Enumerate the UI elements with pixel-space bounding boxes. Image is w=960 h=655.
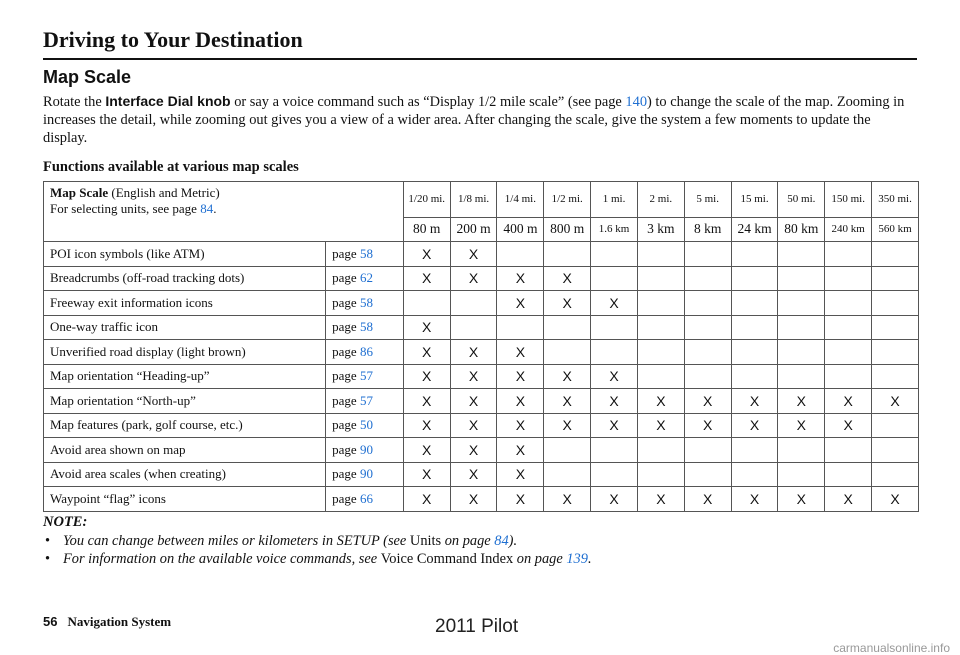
scale-mark-cell: X bbox=[591, 487, 638, 512]
intro-text-3: ) to change the scale of the map. Zooming in increases the detail, while zooming out gives you a view of a wider area. After changing the scale, give the system a few moments to update the display. bbox=[43, 94, 905, 146]
scale-mark-cell bbox=[591, 438, 638, 463]
map-scale-label-note: (English and Metric) bbox=[108, 185, 220, 200]
scale-mark-cell: X bbox=[403, 315, 450, 340]
page-prefix: page bbox=[332, 490, 360, 506]
scale-mark-cell bbox=[450, 315, 497, 340]
scale-mark-cell bbox=[731, 291, 778, 316]
scale-mark-cell: X bbox=[497, 438, 544, 463]
scale-mark-cell bbox=[684, 242, 731, 267]
feature-cell: Breadcrumbs (off-road tracking dots) bbox=[44, 266, 326, 291]
note-2-voice-index-ref: Voice Command Index bbox=[380, 551, 514, 567]
scale-mark-cell bbox=[731, 438, 778, 463]
page-prefix: page bbox=[332, 368, 360, 384]
scale-mark-cell bbox=[684, 315, 731, 340]
scale-mark-cell bbox=[637, 438, 684, 463]
page-ref-cell bbox=[326, 487, 404, 512]
table-row bbox=[44, 340, 919, 365]
english-scale-cell: 1/4 mi. bbox=[497, 182, 544, 218]
scale-mark-cell bbox=[778, 266, 825, 291]
english-scale-cell: 15 mi. bbox=[731, 182, 778, 218]
scale-mark-cell: X bbox=[497, 364, 544, 389]
scale-mark-cell bbox=[684, 266, 731, 291]
scale-mark-cell bbox=[825, 340, 872, 365]
metric-scale-cell: 240 km bbox=[825, 217, 872, 242]
metric-scale-cell: 24 km bbox=[731, 217, 778, 242]
scale-mark-cell: X bbox=[450, 438, 497, 463]
english-scale-cell: 2 mi. bbox=[637, 182, 684, 218]
scale-mark-cell bbox=[872, 413, 919, 438]
scale-mark-cell: X bbox=[684, 413, 731, 438]
scale-mark-cell bbox=[544, 340, 591, 365]
page-link[interactable]: 62 bbox=[359, 270, 373, 286]
scale-mark-cell: X bbox=[403, 413, 450, 438]
scale-mark-cell bbox=[637, 364, 684, 389]
scale-mark-cell bbox=[731, 340, 778, 365]
scale-mark-cell: X bbox=[450, 364, 497, 389]
feature-cell: Avoid area shown on map bbox=[44, 438, 326, 463]
scale-mark-cell bbox=[637, 340, 684, 365]
scale-mark-cell bbox=[778, 291, 825, 316]
map-scale-table bbox=[43, 181, 919, 512]
scale-mark-cell bbox=[450, 291, 497, 316]
scale-mark-cell bbox=[825, 315, 872, 340]
scale-mark-cell: X bbox=[872, 487, 919, 512]
scale-mark-cell: X bbox=[544, 389, 591, 414]
page-link[interactable]: 90 bbox=[359, 466, 373, 482]
page-link-84[interactable]: 84 bbox=[200, 201, 214, 216]
english-scale-cell: 150 mi. bbox=[825, 182, 872, 218]
scale-mark-cell bbox=[825, 462, 872, 487]
table-row bbox=[44, 413, 919, 438]
scale-mark-cell bbox=[778, 242, 825, 267]
scale-mark-cell bbox=[684, 291, 731, 316]
scale-mark-cell bbox=[825, 438, 872, 463]
feature-cell: Unverified road display (light brown) bbox=[44, 340, 326, 365]
scale-mark-cell bbox=[778, 364, 825, 389]
scale-mark-cell: X bbox=[450, 389, 497, 414]
page-footer bbox=[43, 614, 171, 630]
page-ref-cell bbox=[326, 266, 404, 291]
scale-mark-cell bbox=[872, 340, 919, 365]
page-ref-cell bbox=[326, 291, 404, 316]
table-row bbox=[44, 242, 919, 267]
metric-scale-row bbox=[44, 217, 919, 242]
scale-mark-cell bbox=[731, 242, 778, 267]
scale-mark-cell: X bbox=[497, 389, 544, 414]
scale-mark-cell bbox=[684, 340, 731, 365]
metric-scale-cell: 3 km bbox=[637, 217, 684, 242]
scale-mark-cell bbox=[872, 291, 919, 316]
page-link[interactable]: 58 bbox=[359, 245, 373, 261]
page-prefix: page bbox=[332, 417, 360, 433]
scale-mark-cell bbox=[778, 340, 825, 365]
scale-mark-cell bbox=[591, 242, 638, 267]
table-row bbox=[44, 266, 919, 291]
scale-mark-cell: X bbox=[450, 413, 497, 438]
metric-scale-cell: 1.6 km bbox=[591, 217, 638, 242]
interface-dial-knob-label: Interface Dial knob bbox=[105, 93, 231, 109]
scale-mark-cell bbox=[872, 266, 919, 291]
page-link[interactable]: 58 bbox=[359, 319, 373, 335]
scale-mark-cell bbox=[825, 242, 872, 267]
feature-cell: Waypoint “flag” icons bbox=[44, 487, 326, 512]
watermark-title: 2011 Pilot bbox=[435, 616, 519, 637]
scale-mark-cell bbox=[684, 364, 731, 389]
metric-scale-cell: 400 m bbox=[497, 217, 544, 242]
note-2-text-a: For information on the available voice commands, see bbox=[63, 551, 381, 567]
scale-mark-cell bbox=[731, 315, 778, 340]
scale-mark-cell: X bbox=[825, 389, 872, 414]
scale-mark-cell bbox=[591, 462, 638, 487]
metric-scale-cell: 80 km bbox=[778, 217, 825, 242]
page-prefix: page bbox=[332, 441, 360, 457]
page-link[interactable]: 57 bbox=[359, 368, 373, 384]
feature-cell: Map orientation “Heading-up” bbox=[44, 364, 326, 389]
scale-mark-cell: X bbox=[825, 413, 872, 438]
feature-cell: Avoid area scales (when creating) bbox=[44, 462, 326, 487]
scale-mark-cell bbox=[684, 462, 731, 487]
page-prefix: page bbox=[332, 319, 360, 335]
table-row bbox=[44, 291, 919, 316]
scale-mark-cell: X bbox=[403, 438, 450, 463]
map-scale-table-body bbox=[44, 182, 919, 512]
scale-mark-cell bbox=[731, 266, 778, 291]
scale-mark-cell: X bbox=[637, 487, 684, 512]
note-item-units bbox=[43, 532, 592, 550]
page-ref-cell bbox=[326, 389, 404, 414]
page-link-84-note[interactable]: 84 bbox=[494, 533, 509, 549]
scale-mark-cell: X bbox=[731, 413, 778, 438]
notes-list bbox=[43, 532, 592, 568]
scale-mark-cell: X bbox=[497, 413, 544, 438]
scale-mark-cell bbox=[778, 462, 825, 487]
scale-mark-cell: X bbox=[544, 413, 591, 438]
scale-mark-cell bbox=[544, 438, 591, 463]
header-rule bbox=[43, 58, 917, 60]
scale-mark-cell: X bbox=[497, 462, 544, 487]
intro-text-1: Rotate the bbox=[43, 94, 106, 110]
page-number: 56 bbox=[43, 614, 58, 629]
english-scale-cell: 1/20 mi. bbox=[403, 182, 450, 218]
english-scale-cell: 1/2 mi. bbox=[544, 182, 591, 218]
feature-cell: Map orientation “North-up” bbox=[44, 389, 326, 414]
note-1-text-c: on page bbox=[441, 533, 495, 549]
page-ref-cell bbox=[326, 462, 404, 487]
scale-mark-cell bbox=[684, 438, 731, 463]
scale-mark-cell bbox=[591, 266, 638, 291]
page-ref-cell bbox=[326, 413, 404, 438]
page-link-140[interactable]: 140 bbox=[625, 94, 648, 110]
english-scale-cell: 350 mi. bbox=[872, 182, 919, 218]
metric-scale-cell: 80 m bbox=[403, 217, 450, 242]
scale-mark-cell: X bbox=[450, 242, 497, 267]
scale-mark-cell: X bbox=[778, 389, 825, 414]
table-row bbox=[44, 438, 919, 463]
scale-mark-cell bbox=[497, 315, 544, 340]
scale-mark-cell bbox=[591, 340, 638, 365]
scale-mark-cell: X bbox=[450, 462, 497, 487]
page-prefix: page bbox=[332, 392, 360, 408]
units-text: For selecting units, see page bbox=[50, 201, 201, 216]
metric-scale-cell: 560 km bbox=[872, 217, 919, 242]
metric-scale-cell: 200 m bbox=[450, 217, 497, 242]
scale-mark-cell: X bbox=[591, 389, 638, 414]
scale-mark-cell: X bbox=[778, 413, 825, 438]
page-ref-cell bbox=[326, 340, 404, 365]
scale-mark-cell: X bbox=[403, 364, 450, 389]
page-prefix: page bbox=[332, 466, 360, 482]
english-scale-cell: 1 mi. bbox=[591, 182, 638, 218]
scale-mark-cell: X bbox=[731, 487, 778, 512]
page-ref-cell bbox=[326, 364, 404, 389]
scale-mark-cell: X bbox=[731, 389, 778, 414]
scale-mark-cell bbox=[872, 364, 919, 389]
scale-mark-cell: X bbox=[497, 291, 544, 316]
page-ref-cell bbox=[326, 315, 404, 340]
page-link[interactable]: 50 bbox=[359, 417, 373, 433]
note-2-text-d: . bbox=[587, 551, 592, 567]
scale-mark-cell: X bbox=[403, 462, 450, 487]
scale-mark-cell: X bbox=[872, 389, 919, 414]
scale-mark-cell: X bbox=[544, 487, 591, 512]
scale-mark-cell: X bbox=[403, 266, 450, 291]
scale-mark-cell bbox=[637, 266, 684, 291]
page-prefix: page bbox=[332, 245, 360, 261]
scale-mark-cell: X bbox=[637, 389, 684, 414]
scale-mark-cell bbox=[591, 315, 638, 340]
scale-mark-cell: X bbox=[778, 487, 825, 512]
page-header-title: Driving to Your Destination bbox=[43, 27, 303, 52]
scale-mark-cell: X bbox=[450, 266, 497, 291]
scale-mark-cell bbox=[825, 364, 872, 389]
scale-mark-cell bbox=[544, 315, 591, 340]
scale-mark-cell: X bbox=[684, 389, 731, 414]
page-link[interactable]: 90 bbox=[359, 441, 373, 457]
scale-mark-cell bbox=[872, 462, 919, 487]
scale-mark-cell bbox=[637, 242, 684, 267]
table-row bbox=[44, 487, 919, 512]
page-prefix: page bbox=[332, 343, 360, 359]
page-ref-cell bbox=[326, 438, 404, 463]
scale-mark-cell: X bbox=[591, 364, 638, 389]
scale-mark-cell: X bbox=[591, 291, 638, 316]
english-scale-cell: 1/8 mi. bbox=[450, 182, 497, 218]
page-prefix: page bbox=[332, 294, 360, 310]
units-period: . bbox=[213, 201, 217, 216]
scale-mark-cell: X bbox=[403, 242, 450, 267]
scale-mark-cell bbox=[637, 315, 684, 340]
page-link-139[interactable]: 139 bbox=[566, 551, 588, 567]
note-item-voice bbox=[43, 550, 592, 568]
table-row bbox=[44, 364, 919, 389]
section-title: Map Scale bbox=[43, 67, 132, 87]
scale-mark-cell: X bbox=[497, 340, 544, 365]
scale-mark-cell bbox=[872, 315, 919, 340]
scale-mark-cell: X bbox=[544, 266, 591, 291]
table-row bbox=[44, 315, 919, 340]
scale-mark-cell bbox=[637, 462, 684, 487]
page-link[interactable]: 58 bbox=[359, 294, 373, 310]
scale-mark-cell bbox=[778, 438, 825, 463]
scale-mark-cell: X bbox=[497, 266, 544, 291]
page-link[interactable]: 57 bbox=[359, 392, 373, 408]
note-1-text-d: ). bbox=[508, 533, 518, 549]
page-ref-cell bbox=[326, 242, 404, 267]
scale-mark-cell: X bbox=[591, 413, 638, 438]
scale-mark-cell bbox=[825, 291, 872, 316]
feature-cell: One-way traffic icon bbox=[44, 315, 326, 340]
map-scale-label: Map Scale bbox=[50, 185, 109, 200]
scale-mark-cell: X bbox=[403, 487, 450, 512]
page-link[interactable]: 66 bbox=[359, 490, 373, 506]
scale-mark-cell: X bbox=[544, 291, 591, 316]
map-scale-header-cell bbox=[44, 182, 404, 218]
note-1-units-ref: Units bbox=[409, 533, 442, 549]
scale-mark-cell: X bbox=[403, 389, 450, 414]
intro-text-2: or say a voice command such as “Display 1/2 mile scale” (see page bbox=[230, 94, 626, 110]
scale-mark-cell bbox=[872, 438, 919, 463]
note-1-text-a: You can change between miles or kilometers in SETUP (see bbox=[63, 533, 410, 549]
watermark-site: carmanualsonline.info bbox=[833, 641, 950, 655]
english-scale-cell: 50 mi. bbox=[778, 182, 825, 218]
table-title: Functions available at various map scales bbox=[43, 159, 299, 175]
page-link[interactable]: 86 bbox=[359, 343, 373, 359]
scale-mark-cell: X bbox=[403, 340, 450, 365]
scale-mark-cell bbox=[731, 364, 778, 389]
footer-label: Navigation System bbox=[67, 614, 172, 629]
scale-mark-cell bbox=[497, 242, 544, 267]
scale-mark-cell: X bbox=[684, 487, 731, 512]
note-2-text-c: on page bbox=[513, 551, 567, 567]
scale-mark-cell bbox=[872, 242, 919, 267]
english-scale-row bbox=[44, 182, 919, 218]
table-row bbox=[44, 389, 919, 414]
scale-mark-cell bbox=[544, 462, 591, 487]
scale-mark-cell: X bbox=[637, 413, 684, 438]
feature-cell: Map features (park, golf course, etc.) bbox=[44, 413, 326, 438]
table-row bbox=[44, 462, 919, 487]
metric-scale-cell: 8 km bbox=[684, 217, 731, 242]
scale-mark-cell bbox=[731, 462, 778, 487]
scale-mark-cell bbox=[637, 291, 684, 316]
english-scale-cell: 5 mi. bbox=[684, 182, 731, 218]
scale-mark-cell bbox=[825, 266, 872, 291]
intro-paragraph bbox=[43, 92, 917, 147]
scale-mark-cell bbox=[544, 242, 591, 267]
feature-cell: POI icon symbols (like ATM) bbox=[44, 242, 326, 267]
feature-cell: Freeway exit information icons bbox=[44, 291, 326, 316]
scale-mark-cell: X bbox=[450, 487, 497, 512]
page-prefix: page bbox=[332, 270, 360, 286]
metric-header-spacer bbox=[44, 217, 404, 242]
scale-mark-cell: X bbox=[544, 364, 591, 389]
scale-mark-cell: X bbox=[497, 487, 544, 512]
scale-mark-cell bbox=[778, 315, 825, 340]
scale-mark-cell bbox=[403, 291, 450, 316]
note-label: NOTE: bbox=[43, 514, 88, 530]
scale-mark-cell: X bbox=[825, 487, 872, 512]
scale-mark-cell: X bbox=[450, 340, 497, 365]
metric-scale-cell: 800 m bbox=[544, 217, 591, 242]
